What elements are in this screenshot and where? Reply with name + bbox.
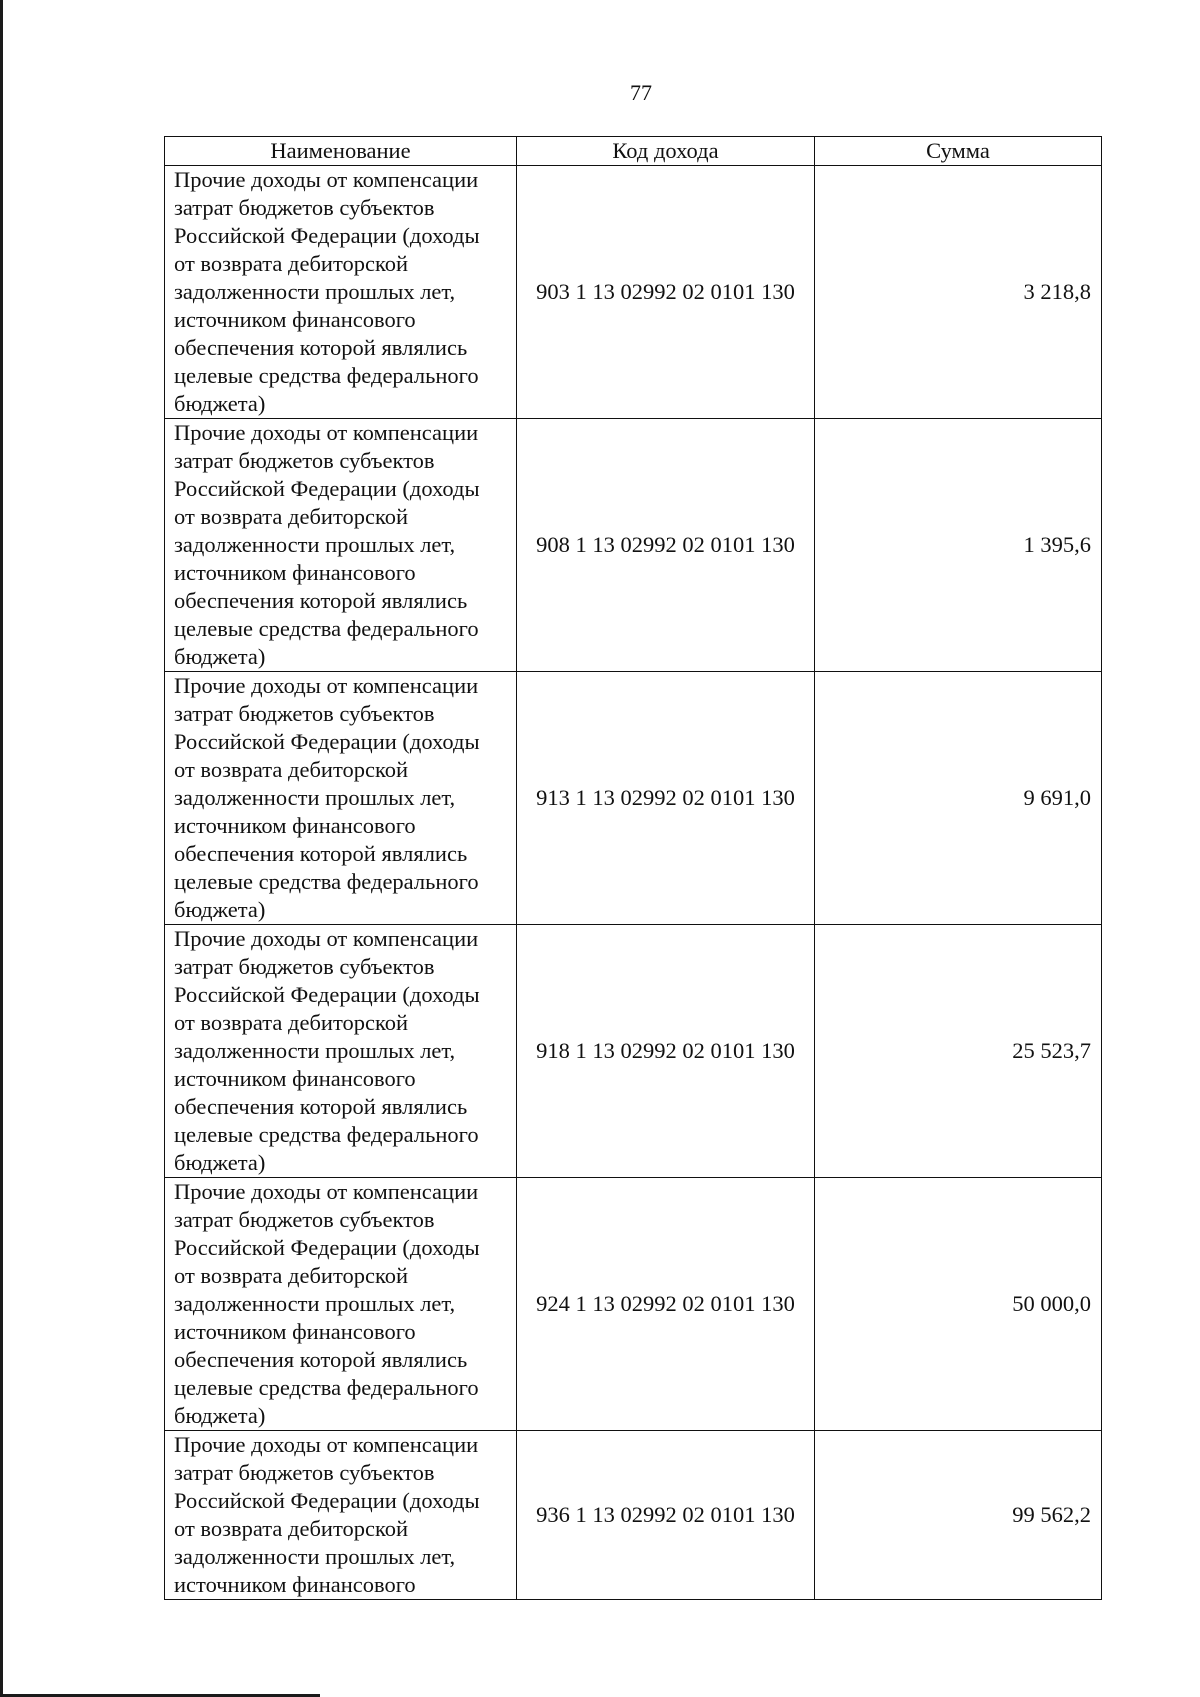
cell-name-line: затрат бюджетов субъектов: [174, 1207, 435, 1232]
cell-name-line: источником финансового: [174, 560, 416, 585]
cell-name-line: Прочие доходы от компенсации: [174, 673, 479, 698]
cell-sum: 50 000,0: [815, 1178, 1102, 1431]
cell-code: 936 1 13 02992 02 0101 130: [517, 1431, 815, 1600]
cell-code: 913 1 13 02992 02 0101 130: [517, 672, 815, 925]
cell-name-line: бюджета): [174, 644, 266, 669]
cell-name-line: бюджета): [174, 1403, 266, 1428]
cell-code: 924 1 13 02992 02 0101 130: [517, 1178, 815, 1431]
cell-name-line: Российской Федерации (доходы: [174, 476, 480, 501]
cell-name-line: затрат бюджетов субъектов: [174, 701, 435, 726]
cell-name-line: задолженности прошлых лет,: [174, 785, 456, 810]
cell-name-line: от возврата дебиторской: [174, 251, 409, 276]
cell-name-line: обеспечения которой являлись: [174, 588, 468, 613]
cell-name-line: Российской Федерации (доходы: [174, 982, 480, 1007]
cell-name-line: Прочие доходы от компенсации: [174, 1179, 479, 1204]
cell-name: [165, 419, 517, 672]
cell-name-line: Российской Федерации (доходы: [174, 1488, 480, 1513]
cell-name-line: целевые средства федерального: [174, 1122, 479, 1147]
cell-name-line: Прочие доходы от компенсации: [174, 167, 479, 192]
cell-name-line: задолженности прошлых лет,: [174, 532, 456, 557]
cell-name-line: Прочие доходы от компенсации: [174, 926, 479, 951]
cell-code: 908 1 13 02992 02 0101 130: [517, 419, 815, 672]
cell-name-line: затрат бюджетов субъектов: [174, 1460, 435, 1485]
cell-sum: 99 562,2: [815, 1431, 1102, 1600]
header-sum: Сумма: [815, 137, 1102, 166]
cell-name-line: затрат бюджетов субъектов: [174, 195, 435, 220]
cell-name-line: бюджета): [174, 897, 266, 922]
page-number: 77: [630, 80, 652, 105]
cell-name-line: от возврата дебиторской: [174, 1010, 409, 1035]
table-header-row: [165, 137, 1102, 166]
cell-name: [165, 166, 517, 419]
cell-name-line: обеспечения которой являлись: [174, 1094, 468, 1119]
cell-sum: 9 691,0: [815, 672, 1102, 925]
table-body: [165, 166, 1102, 1600]
cell-name-line: бюджета): [174, 391, 266, 416]
scan-edge-left: [0, 0, 3, 1697]
cell-name-line: целевые средства федерального: [174, 1375, 479, 1400]
cell-name-line: Российской Федерации (доходы: [174, 1235, 480, 1260]
cell-sum: 1 395,6: [815, 419, 1102, 672]
cell-code: 918 1 13 02992 02 0101 130: [517, 925, 815, 1178]
cell-name-line: обеспечения которой являлись: [174, 1347, 468, 1372]
header-name: Наименование: [165, 137, 517, 166]
cell-name-line: Российской Федерации (доходы: [174, 729, 480, 754]
table-row: [165, 1431, 1102, 1600]
cell-name-line: затрат бюджетов субъектов: [174, 448, 435, 473]
cell-name-line: источником финансового: [174, 1572, 416, 1597]
cell-name-line: источником финансового: [174, 813, 416, 838]
cell-name-line: целевые средства федерального: [174, 869, 479, 894]
cell-name: [165, 672, 517, 925]
cell-name-line: целевые средства федерального: [174, 616, 479, 641]
table-row: [165, 166, 1102, 419]
cell-name-line: Прочие доходы от компенсации: [174, 420, 479, 445]
cell-name-line: обеспечения которой являлись: [174, 335, 468, 360]
cell-name: [165, 1178, 517, 1431]
cell-name-line: источником финансового: [174, 1066, 416, 1091]
revenue-table: [164, 136, 1102, 1600]
cell-name-line: Прочие доходы от компенсации: [174, 1432, 479, 1457]
cell-sum: 25 523,7: [815, 925, 1102, 1178]
cell-name-line: от возврата дебиторской: [174, 757, 409, 782]
cell-name-line: затрат бюджетов субъектов: [174, 954, 435, 979]
cell-name-line: от возврата дебиторской: [174, 504, 409, 529]
table-row: [165, 925, 1102, 1178]
cell-sum: 3 218,8: [815, 166, 1102, 419]
cell-name-line: обеспечения которой являлись: [174, 841, 468, 866]
cell-name-line: Российской Федерации (доходы: [174, 223, 480, 248]
table-row: [165, 672, 1102, 925]
cell-name-line: от возврата дебиторской: [174, 1263, 409, 1288]
table-row: [165, 419, 1102, 672]
cell-name-line: целевые средства федерального: [174, 363, 479, 388]
cell-name-line: задолженности прошлых лет,: [174, 1291, 456, 1316]
cell-name: [165, 1431, 517, 1600]
cell-name-line: бюджета): [174, 1150, 266, 1175]
cell-name-line: источником финансового: [174, 1319, 416, 1344]
cell-name-line: задолженности прошлых лет,: [174, 1544, 456, 1569]
table-row: [165, 1178, 1102, 1431]
cell-name-line: от возврата дебиторской: [174, 1516, 409, 1541]
cell-name-line: источником финансового: [174, 307, 416, 332]
cell-name-line: задолженности прошлых лет,: [174, 279, 456, 304]
header-code: Код дохода: [517, 137, 815, 166]
cell-name: [165, 925, 517, 1178]
cell-name-line: задолженности прошлых лет,: [174, 1038, 456, 1063]
cell-code: 903 1 13 02992 02 0101 130: [517, 166, 815, 419]
